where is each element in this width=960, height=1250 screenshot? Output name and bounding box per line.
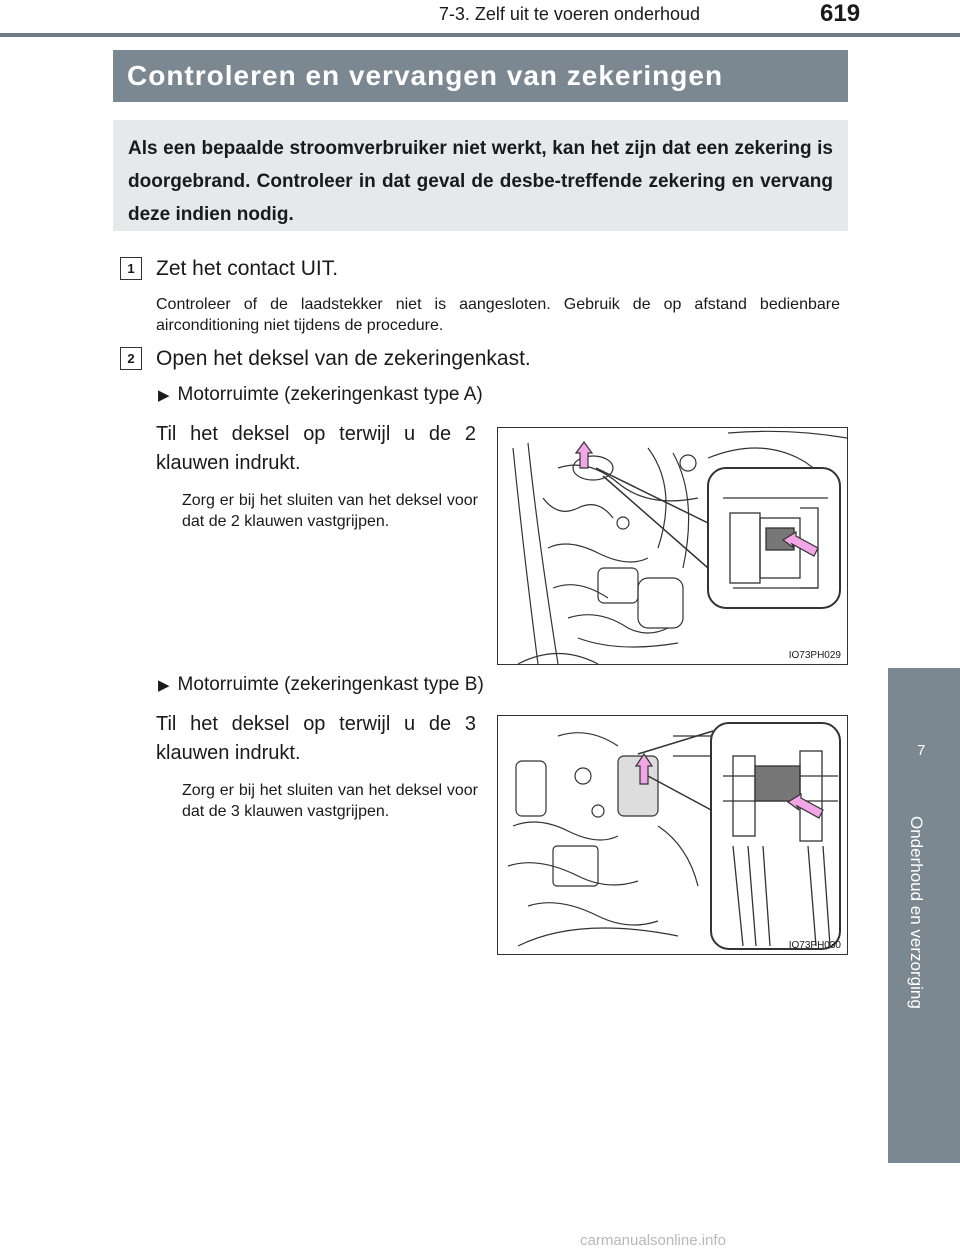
figure-type-b: [497, 715, 848, 955]
subheading-type-b-text: Motorruimte (zekeringenkast type B): [177, 674, 484, 695]
chapter-label: Onderhoud en verzorging: [907, 816, 926, 1009]
subheading-type-b: [158, 674, 484, 696]
figure-code-a: IO73PH029: [788, 650, 841, 661]
type-a-instruction: Til het deksel op terwijl u de 2 klauwen indrukt.: [156, 423, 476, 474]
triangle-bullet-icon: ▶: [158, 387, 170, 404]
step-1-text: Zet het contact UIT.: [156, 257, 339, 280]
subheading-type-a: [158, 384, 483, 406]
page-number: 619: [820, 0, 861, 27]
step-2-text: Open het deksel van de zekeringenkast.: [156, 347, 531, 370]
chapter-number: 7: [917, 742, 926, 759]
header-rule: [0, 33, 960, 37]
figure-code-b: IO73PH030: [788, 940, 841, 951]
type-b-note: Zorg er bij het sluiten van het deksel voor dat de 3 klauwen vastgrijpen.: [182, 782, 478, 820]
engine-bay-illustration-b: [498, 716, 847, 954]
type-b-instruction: Til het deksel op terwijl u de 3 klauwen indrukt.: [156, 713, 476, 764]
running-header: 7-3. Zelf uit te voeren onderhoud: [438, 4, 700, 24]
step-number-2: 2: [120, 347, 142, 370]
figure-type-a: [497, 427, 848, 665]
watermark: carmanualsonline.info: [580, 1232, 726, 1249]
intro-box: Als een bepaalde stroomverbruiker niet werkt, kan het zijn dat een zekering is doorgebrand. Controleer in dat geval de desbe-treffende zekering en vervang deze indien nodig.: [113, 120, 848, 231]
step-1-note: Controleer of de laadstekker niet is aangesloten. Gebruik de op afstand bedienbare airconditioning niet tijdens de procedure.: [156, 296, 840, 334]
triangle-bullet-icon: ▶: [158, 677, 170, 694]
type-a-note: Zorg er bij het sluiten van het deksel voor dat de 2 klauwen vastgrijpen.: [182, 492, 478, 530]
section-title: Controleren en vervangen van zekeringen: [113, 50, 848, 102]
engine-bay-illustration-a: [498, 428, 847, 664]
step-number-1: 1: [120, 257, 142, 280]
subheading-type-a-text: Motorruimte (zekeringenkast type A): [177, 384, 483, 405]
